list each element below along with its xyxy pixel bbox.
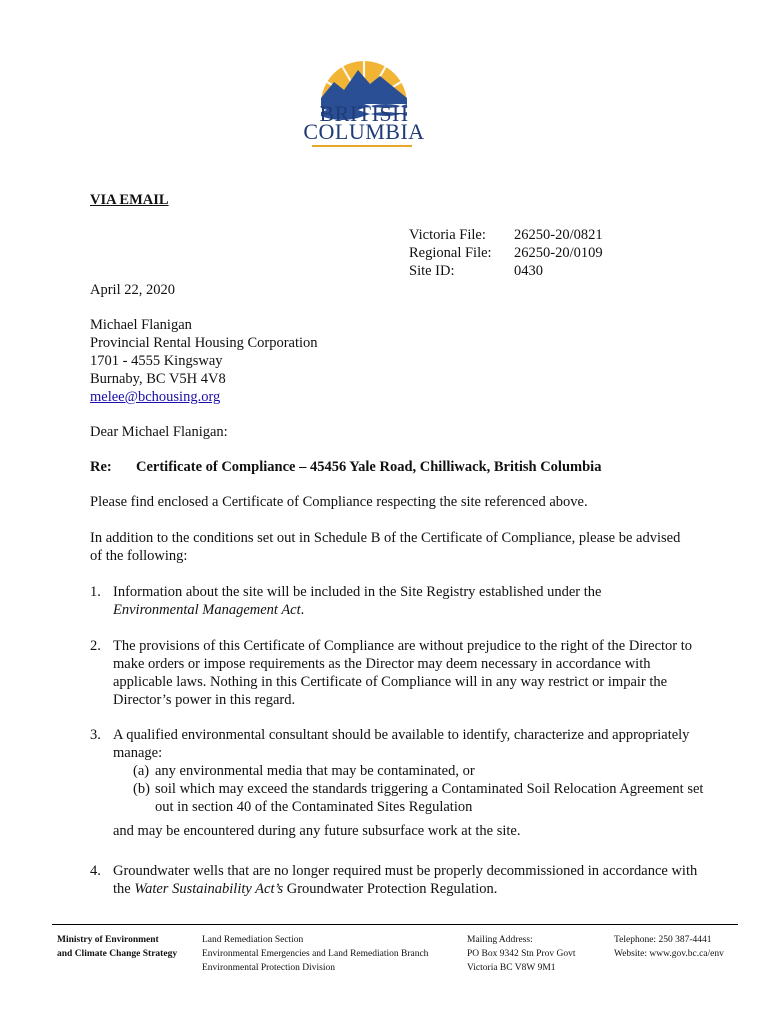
logo-text-line2: COLUMBIA <box>303 119 425 144</box>
recipient-org: Provincial Rental Housing Corporation <box>90 335 318 351</box>
list-item <box>90 583 710 619</box>
footer-line: Victoria BC V8W 9M1 <box>467 963 556 973</box>
salutation: Dear Michael Flanigan: <box>90 424 228 440</box>
footer-section <box>202 933 428 975</box>
via-email-heading: VIA EMAIL <box>90 192 169 208</box>
sub-item-text: soil which may exceed the standards triggering a Contaminated Soil Relocation Agreement set out in section 40 of the Contaminated Sites Regulation <box>155 781 704 815</box>
footer-ministry <box>57 933 177 961</box>
list-item <box>90 726 710 840</box>
item-text: A qualified environmental consultant should be available to identify, characterize and appropriately manage: <box>113 727 690 761</box>
file-value: 26250-20/0109 <box>514 245 603 261</box>
item-number: 2. <box>90 638 101 654</box>
item-text: Information about the site will be included in the Site Registry established under the <box>113 584 602 600</box>
sub-item-text: any environmental media that may be contaminated, or <box>155 763 475 779</box>
footer-mailing <box>467 933 575 975</box>
footer-divider <box>52 924 738 925</box>
file-label: Site ID: <box>409 263 455 279</box>
recipient-city: Burnaby, BC V5H 4V8 <box>90 371 226 387</box>
recipient-street: 1701 - 4555 Kingsway <box>90 353 223 369</box>
footer-line: Telephone: 250 387-4441 <box>614 935 712 945</box>
item-number: 4. <box>90 863 101 879</box>
footer-contact <box>614 933 724 961</box>
subject-text: Certificate of Compliance – 45456 Yale Road, Chilliwack, British Columbia <box>136 459 602 475</box>
letter-date: April 22, 2020 <box>90 282 175 298</box>
footer-line: Environmental Emergencies and Land Remediation Branch <box>202 949 429 959</box>
recipient-name: Michael Flanigan <box>90 317 192 333</box>
item-act-name: Water Sustainability Act’s <box>134 881 284 897</box>
item-punct: . <box>300 602 305 618</box>
footer-line: Environmental Protection Division <box>202 963 335 973</box>
subject-label: Re: <box>90 459 112 475</box>
list-item <box>90 637 710 709</box>
item-text: The provisions of this Certificate of Compliance are without prejudice to the right of the Director to make orders or impose requirements as the Director may deem necessary in accordance with applicable laws. Nothing in this Certificate of Compliance will in any way restrict or impair the Director’s power in this regard. <box>113 638 693 708</box>
paragraph-enclosed: Please find enclosed a Certificate of Compliance respecting the site referenced above. <box>90 494 588 510</box>
logo-divider <box>312 145 412 147</box>
item-text: Groundwater wells that are no longer required must be properly decommissioned in accordance with the <box>113 863 698 897</box>
item-text: and may be encountered during any future subsurface work at the site. <box>113 823 521 839</box>
file-row <box>409 262 603 280</box>
file-references <box>409 226 603 280</box>
item-number: 1. <box>90 584 101 600</box>
footer-line: Ministry of Environment <box>57 935 159 945</box>
recipient-address <box>90 316 318 406</box>
sub-item-label: (a) <box>133 763 150 779</box>
footer-line: and Climate Change Strategy <box>57 949 178 959</box>
recipient-email-link[interactable]: melee@bchousing.org <box>90 389 221 405</box>
sub-item-label: (b) <box>133 781 150 797</box>
file-value: 0430 <box>514 263 543 279</box>
footer-line: PO Box 9342 Stn Prov Govt <box>467 949 576 959</box>
footer-line: Website: www.gov.bc.ca/env <box>614 949 724 959</box>
paragraph-conditions: In addition to the conditions set out in Schedule B of the Certificate of Compliance, please be advised of the following: <box>90 530 681 564</box>
file-row <box>409 226 603 244</box>
file-label: Regional File: <box>409 245 492 261</box>
footer-line: Land Remediation Section <box>202 935 304 945</box>
item-number: 3. <box>90 727 101 743</box>
footer-line: Mailing Address: <box>467 935 533 945</box>
list-item <box>90 862 710 898</box>
file-row <box>409 244 603 262</box>
subject-line <box>90 458 601 476</box>
sub-item <box>113 780 710 816</box>
item-act-name: Environmental Management Act <box>113 602 301 618</box>
logo-text-line1: BRITISH <box>319 101 409 126</box>
item-text: Groundwater Protection Regulation. <box>286 881 498 897</box>
sub-item <box>113 762 710 780</box>
file-label: Victoria File: <box>409 227 486 243</box>
file-value: 26250-20/0821 <box>514 227 603 243</box>
